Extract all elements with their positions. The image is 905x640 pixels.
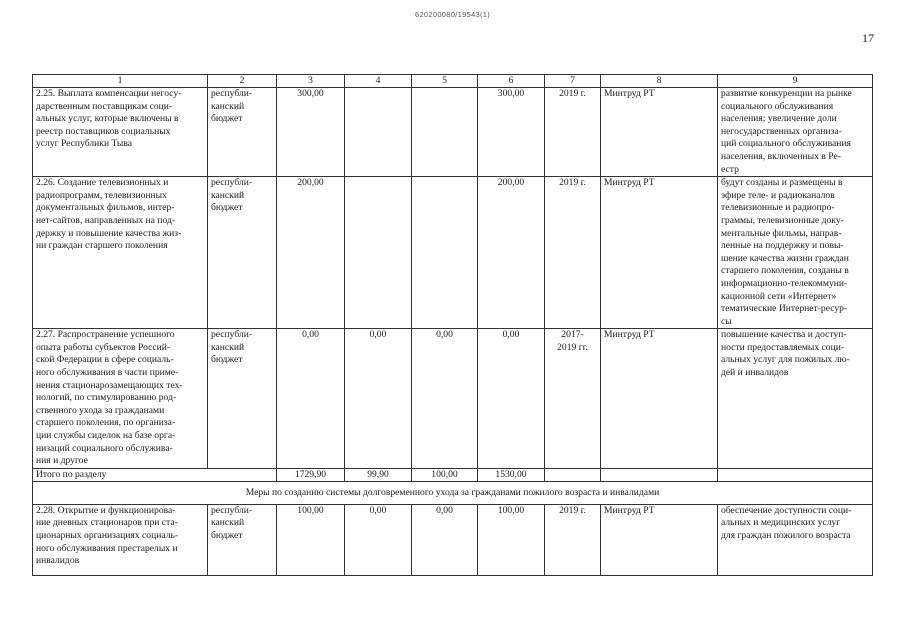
total-amount-cell: 99,90 (345, 468, 412, 481)
section-heading-row (33, 481, 873, 504)
period-cell: 2017- 2019 гг. (545, 329, 601, 469)
funding-source-cell: республи- канский бюджет (208, 504, 277, 575)
result-cell: будут созданы и размещены в эфире теле- и радиоканалов телевизионные и радиопро- граммы, телевизионные доку- ментальные фильмы, направ- ленные на поддержку и повы- шение качества жизни граждан старшего поколения, созданы в информационно-телекоммуни- кационной сети «Интернет» тематические Интернет-ресур- сы (718, 177, 873, 329)
result-cell: обеспечение доступности соци- альных и медицинских услуг для граждан пожилого возраста (718, 504, 873, 575)
document-id: 620200080/19543(1) (414, 10, 491, 19)
amount-cell: 0,00 (345, 329, 412, 469)
table-row (33, 177, 873, 329)
amount-cell: 0,00 (277, 329, 345, 469)
amount-cell: 200,00 (478, 177, 545, 329)
amount-cell (345, 177, 412, 329)
responsible-cell: Минтруд РТ (601, 504, 718, 575)
amount-cell (412, 88, 478, 177)
total-label: Итого по разделу (33, 468, 277, 481)
total-amount-cell: 1729,90 (277, 468, 345, 481)
measure-cell: 2.25. Выплата компенсации негосу- дарственным поставщикам соци- альных услуг, которые включены в реестр поставщиков социальных услуг Республики Тыва (33, 88, 208, 177)
period-cell: 2019 г. (545, 177, 601, 329)
section-heading: Меры по созданию системы долговременного ухода за гражданами пожилого возраста и инвалидами (33, 481, 873, 504)
period-cell: 2019 г. (545, 88, 601, 177)
amount-cell (412, 177, 478, 329)
total-amount-cell: 100,00 (412, 468, 478, 481)
responsible-cell: Минтруд РТ (601, 329, 718, 469)
page-number: 17 (862, 31, 874, 45)
table-row (33, 329, 873, 469)
responsible-cell: Минтруд РТ (601, 177, 718, 329)
measure-cell: 2.27. Распространение успешного опыта работы субъектов Россий- ской Федерации в сфере социаль- ного обслуживания в части приме- нения стационарозамещающих тех- нологий, по стимулированию род- ственного ухода за гражданами старшего поколения, по организа- ции службы сиделок на базе орга- низаций социального обслужива- ния и другое (33, 329, 208, 469)
header-cell: 1 (33, 75, 208, 88)
period-cell: 2019 г. (545, 504, 601, 575)
funding-source-cell: республи- канский бюджет (208, 177, 277, 329)
empty-cell (601, 468, 718, 481)
result-cell: развитие конкуренции на рынке социального обслуживания населения; увеличение доли негосударственных организа- ций социального обслуживания населения, включенных в Ре- естр (718, 88, 873, 177)
amount-cell: 0,00 (412, 329, 478, 469)
amount-cell (345, 88, 412, 177)
measure-cell: 2.26. Создание телевизионных и радиопрограмм, телевизионных документальных фильмов, интер- нет-сайтов, направленных на под- держку и повышение качества жиз- ни граждан старшего поколения (33, 177, 208, 329)
header-cell: 3 (277, 75, 345, 88)
header-cell: 9 (718, 75, 873, 88)
header-cell: 8 (601, 75, 718, 88)
amount-cell: 200,00 (277, 177, 345, 329)
measure-cell: 2.28. Открытие и функционирова- ние дневных стационаров при ста- ционарных организациях социаль- ного обслуживания престарелых и инвалидов (33, 504, 208, 575)
table-row (33, 88, 873, 177)
amount-cell: 0,00 (345, 504, 412, 575)
result-cell: повышение качества и доступ- ности предоставляемых соци- альных услуг для пожилых лю- дей и инвалидов (718, 329, 873, 469)
total-row (33, 468, 873, 481)
header-cell: 6 (478, 75, 545, 88)
amount-cell: 0,00 (412, 504, 478, 575)
header-cell: 7 (545, 75, 601, 88)
funding-source-cell: республи- канский бюджет (208, 329, 277, 469)
responsible-cell: Минтруд РТ (601, 88, 718, 177)
amount-cell: 0,00 (478, 329, 545, 469)
total-amount-cell: 1530,00 (478, 468, 545, 481)
empty-cell (545, 468, 601, 481)
table-header-row (33, 75, 873, 88)
table-row (33, 504, 873, 575)
header-cell: 5 (412, 75, 478, 88)
funding-source-cell: республи- канский бюджет (208, 88, 277, 177)
header-cell: 2 (208, 75, 277, 88)
amount-cell: 300,00 (478, 88, 545, 177)
header-cell: 4 (345, 75, 412, 88)
amount-cell: 100,00 (478, 504, 545, 575)
amount-cell: 300,00 (277, 88, 345, 177)
amount-cell: 100,00 (277, 504, 345, 575)
empty-cell (718, 468, 873, 481)
measures-table (32, 74, 873, 576)
